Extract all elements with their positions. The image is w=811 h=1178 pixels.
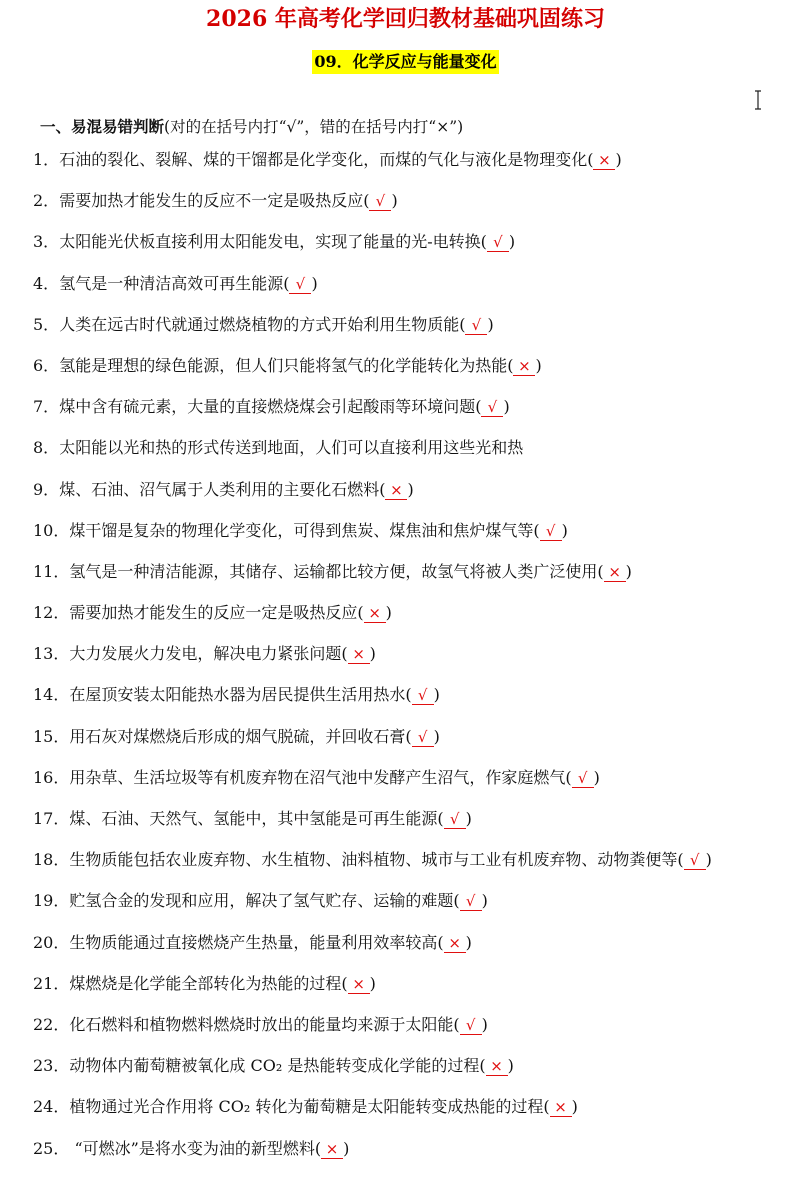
answer-paren-open: ( bbox=[507, 355, 514, 375]
question-number: 12． bbox=[33, 603, 70, 623]
question-number: 17． bbox=[33, 809, 70, 828]
question-text: 煤中含有硫元素，大量的直接燃烧煤会引起酸雨等环境问题 bbox=[59, 397, 476, 417]
question-item bbox=[33, 970, 808, 1011]
question-number: 9． bbox=[33, 479, 60, 499]
question-number: 4． bbox=[33, 273, 60, 293]
section-heading-lead: 一、易混易错判断 bbox=[40, 117, 165, 136]
answer-paren-open: ( bbox=[453, 1014, 460, 1034]
question-text: 需要加热才能发生的反应不一定是吸热反应 bbox=[59, 191, 364, 211]
question-item bbox=[33, 723, 808, 764]
question-item bbox=[33, 1135, 808, 1176]
answer-check-mark: √ bbox=[460, 892, 482, 911]
question-item bbox=[33, 434, 808, 475]
answer-paren-open: ( bbox=[475, 397, 482, 417]
answer-paren-open: ( bbox=[677, 850, 684, 870]
answer-paren-close: ) bbox=[503, 397, 510, 417]
answer-paren-open: ( bbox=[357, 603, 364, 623]
question-number: 24． bbox=[33, 1097, 70, 1117]
answer-check-mark: √ bbox=[369, 192, 391, 211]
answer-paren-close: ) bbox=[311, 273, 318, 293]
question-item bbox=[33, 476, 808, 517]
answer-check-mark: √ bbox=[412, 728, 434, 747]
question-item bbox=[33, 805, 808, 846]
question-number: 5． bbox=[33, 314, 60, 334]
question-item bbox=[33, 640, 808, 681]
answer-check-mark: √ bbox=[444, 810, 466, 829]
question-item bbox=[33, 270, 808, 311]
text-cursor-icon bbox=[753, 90, 763, 110]
answer-paren-open: ( bbox=[453, 891, 460, 911]
answer-cross-mark: × bbox=[348, 975, 370, 994]
answer-paren-open: ( bbox=[437, 809, 444, 828]
answer-cross-mark: × bbox=[348, 645, 370, 664]
section-heading bbox=[40, 115, 463, 139]
question-text: 需要加热才能发生的反应一定是吸热反应 bbox=[69, 603, 358, 623]
answer-paren-close: ) bbox=[615, 150, 622, 169]
chapter-subtitle: 09．化学反应与能量变化 bbox=[312, 50, 498, 74]
question-text: 太阳能光伏板直接利用太阳能发电，实现了能量的光-电转换 bbox=[59, 232, 481, 252]
question-list bbox=[33, 146, 808, 1176]
answer-paren-close: ) bbox=[369, 973, 376, 993]
question-text: 动物体内葡萄糖被氧化成 CO₂ 是热能转变成化学能的过程 bbox=[69, 1056, 480, 1076]
answer-paren-close: ) bbox=[625, 561, 632, 581]
answer-cross-mark: × bbox=[550, 1098, 572, 1117]
answer-paren-close: ) bbox=[465, 932, 472, 952]
question-item bbox=[33, 517, 808, 558]
answer-paren-close: ) bbox=[593, 767, 600, 787]
answer-paren-open: ( bbox=[543, 1097, 550, 1117]
question-text: 大力发展火力发电，解决电力紧张问题 bbox=[69, 644, 342, 664]
question-number: 13． bbox=[33, 644, 70, 664]
question-text: 氢气是一种清洁高效可再生能源 bbox=[59, 273, 284, 293]
answer-paren-close: ) bbox=[481, 891, 488, 911]
question-text: 贮氢合金的发现和应用，解决了氢气贮存、运输的难题 bbox=[69, 891, 454, 911]
answer-paren-close: ) bbox=[571, 1097, 578, 1117]
answer-cross-mark: × bbox=[513, 357, 535, 376]
question-number: 7． bbox=[33, 397, 60, 417]
question-text: “可燃冰”是将水变为油的新型燃料 bbox=[69, 1138, 315, 1158]
question-text: 太阳能以光和热的形式传送到地面，人们可以直接利用这些光和热 bbox=[59, 438, 524, 458]
question-item bbox=[33, 311, 808, 352]
question-number: 19． bbox=[33, 891, 70, 911]
answer-paren-open: ( bbox=[314, 1138, 322, 1158]
answer-paren-open: ( bbox=[341, 973, 348, 993]
question-text: 人类在远古时代就通过燃烧植物的方式开始利用生物质能 bbox=[59, 314, 460, 334]
answer-cross-mark: × bbox=[486, 1057, 508, 1076]
answer-check-mark: √ bbox=[412, 686, 434, 705]
question-number: 18． bbox=[33, 850, 70, 870]
answer-paren-open: ( bbox=[597, 561, 604, 581]
question-item bbox=[33, 764, 808, 805]
answer-check-mark: √ bbox=[465, 316, 487, 335]
answer-paren-close: ) bbox=[705, 850, 712, 870]
answer-paren-close: ) bbox=[507, 1056, 514, 1076]
question-number: 3． bbox=[33, 232, 60, 252]
question-item bbox=[33, 887, 808, 928]
answer-check-mark: √ bbox=[289, 275, 311, 294]
question-item bbox=[33, 599, 808, 640]
answer-paren-open: ( bbox=[363, 191, 370, 211]
question-number: 2． bbox=[33, 191, 60, 211]
answer-check-mark: √ bbox=[684, 851, 706, 870]
answer-paren-open: ( bbox=[283, 273, 290, 293]
answer-check-mark: √ bbox=[487, 233, 509, 252]
question-item bbox=[33, 681, 808, 722]
answer-paren-open: ( bbox=[437, 932, 444, 952]
question-item bbox=[33, 393, 808, 434]
answer-paren-close: ) bbox=[535, 355, 542, 375]
answer-cross-mark: × bbox=[444, 934, 466, 953]
question-item bbox=[33, 929, 808, 970]
question-number: 16． bbox=[33, 767, 70, 787]
question-text: 在屋顶安装太阳能热水器为居民提供生活用热水 bbox=[69, 685, 406, 705]
question-text: 煤燃烧是化学能全部转化为热能的过程 bbox=[69, 973, 342, 993]
answer-check-mark: √ bbox=[460, 1016, 482, 1035]
question-text: 煤干馏是复杂的物理化学变化，可得到焦炭、煤焦油和焦炉煤气等 bbox=[69, 520, 534, 540]
answer-paren-close: ) bbox=[407, 479, 414, 499]
answer-paren-open: ( bbox=[565, 767, 572, 787]
question-number: 25． bbox=[33, 1138, 70, 1158]
section-heading-note: (对的在括号内打“√”，错的在括号内打“×”) bbox=[164, 118, 464, 136]
question-text: 氢气是一种清洁能源，其储存、运输都比较方便，故氢气将被人类广泛使用 bbox=[69, 561, 598, 581]
answer-check-mark: √ bbox=[540, 522, 562, 541]
question-number: 8． bbox=[33, 438, 60, 458]
answer-paren-close: ) bbox=[487, 314, 494, 334]
question-number: 11． bbox=[33, 561, 70, 581]
question-item bbox=[33, 1052, 808, 1093]
answer-paren-open: ( bbox=[587, 150, 594, 169]
question-number: 1． bbox=[33, 150, 60, 169]
answer-paren-close: ) bbox=[369, 644, 376, 664]
answer-paren-close: ) bbox=[481, 1014, 488, 1034]
answer-cross-mark: × bbox=[593, 151, 615, 170]
answer-paren-close: ) bbox=[385, 603, 392, 623]
answer-cross-mark: × bbox=[364, 604, 386, 623]
answer-paren-open: ( bbox=[533, 520, 540, 540]
page-title: 2026 年高考化学回归教材基础巩固练习 bbox=[206, 6, 605, 32]
question-item bbox=[33, 1093, 808, 1134]
answer-paren-close: ) bbox=[433, 685, 440, 705]
answer-cross-mark: × bbox=[385, 481, 407, 500]
question-number: 22． bbox=[33, 1014, 70, 1034]
subtitle-container bbox=[0, 50, 811, 74]
question-text: 化石燃料和植物燃料燃烧时放出的能量均来源于太阳能 bbox=[69, 1014, 454, 1034]
answer-paren-close: ) bbox=[391, 191, 398, 211]
question-text: 生物质能包括农业废弃物、水生植物、油料植物、城市与工业有机废弃物、动物粪便等 bbox=[69, 850, 678, 870]
answer-paren-close: ) bbox=[508, 232, 516, 252]
answer-check-mark: √ bbox=[481, 398, 503, 417]
answer-paren-open: ( bbox=[379, 479, 386, 499]
question-text: 氢能是理想的绿色能源，但人们只能将氢气的化学能转化为热能 bbox=[59, 355, 508, 375]
answer-check-mark: √ bbox=[572, 769, 594, 788]
answer-paren-open: ( bbox=[480, 232, 487, 252]
answer-paren-open: ( bbox=[405, 726, 412, 746]
question-item bbox=[33, 187, 808, 228]
question-text: 生物质能通过直接燃烧产生热量，能量利用效率较高 bbox=[69, 932, 438, 952]
answer-paren-close: ) bbox=[433, 726, 440, 746]
question-text: 用杂草、生活垃圾等有机废弃物在沼气池中发酵产生沼气，作家庭燃气 bbox=[69, 767, 566, 787]
question-number: 20． bbox=[33, 932, 70, 952]
question-item bbox=[33, 228, 808, 269]
answer-cross-mark: × bbox=[604, 563, 626, 582]
question-text: 石油的裂化、裂解、煤的干馏都是化学变化，而煤的气化与液化是物理变化 bbox=[59, 150, 588, 169]
answer-paren-open: ( bbox=[479, 1056, 486, 1076]
answer-paren-open: ( bbox=[405, 685, 412, 705]
question-item bbox=[33, 558, 808, 599]
question-number: 10． bbox=[33, 520, 70, 540]
question-text: 煤、石油、天然气、氢能中，其中氢能是可再生能源 bbox=[69, 809, 438, 828]
question-item bbox=[33, 1011, 808, 1052]
question-number: 23． bbox=[33, 1056, 70, 1076]
answer-paren-close: ) bbox=[343, 1138, 350, 1158]
answer-paren-close: ) bbox=[561, 520, 568, 540]
question-text: 植物通过光合作用将 CO₂ 转化为葡萄糖是太阳能转变成热能的过程 bbox=[69, 1097, 544, 1117]
question-item bbox=[33, 846, 808, 887]
question-number: 14． bbox=[33, 685, 70, 705]
question-text: 用石灰对煤燃烧后形成的烟气脱硫，并回收石膏 bbox=[69, 726, 406, 746]
answer-paren-close: ) bbox=[465, 809, 472, 828]
answer-paren-open: ( bbox=[459, 314, 466, 334]
question-item bbox=[33, 352, 808, 393]
answer-cross-mark: × bbox=[321, 1140, 343, 1159]
question-number: 21． bbox=[33, 973, 70, 993]
answer-paren-open: ( bbox=[341, 644, 348, 664]
question-number: 6． bbox=[33, 355, 60, 375]
question-text: 煤、石油、沼气属于人类利用的主要化石燃料 bbox=[59, 479, 380, 499]
question-number: 15． bbox=[33, 726, 70, 746]
question-item bbox=[33, 146, 808, 187]
